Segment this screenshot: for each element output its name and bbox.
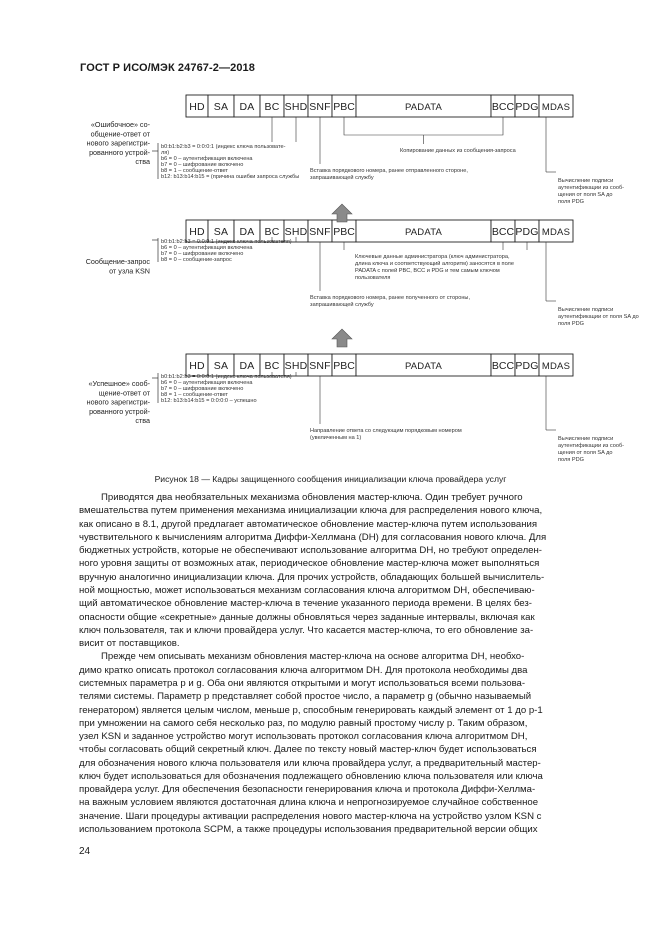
mdas-note-line: Вычисление подписи	[558, 178, 614, 184]
text-line: Приводятся два необязательных механизма обновления мастер-ключа. Один требует ручного	[101, 492, 523, 503]
text-line: для обозначения нового ключа пользователя или ключа провайдера услуг, а предварительный мастер-	[79, 757, 541, 769]
frame-field-label: HD	[189, 226, 205, 238]
text-line: телями системы. Параметр p представляет собой простое число, а параметр g (обычно называемый	[79, 691, 532, 703]
mdas-note-line: Вычисление подписи	[558, 436, 614, 442]
frame-field-label: BC	[264, 360, 280, 372]
bit-definition: b7 = 0 – шифрование включено	[161, 251, 244, 257]
frame-field-label: SNF	[309, 360, 331, 372]
text-line: ной мощностью, может использоваться механизм согласования ключа алгоритмом DH, обеспечиваю-	[79, 584, 535, 596]
frame-field-label: PADATA	[404, 227, 443, 238]
frame-field-label: BCC	[491, 360, 515, 372]
frame-field-label: BC	[264, 226, 280, 238]
side-label-line: нового зарегистри-	[86, 397, 150, 407]
text-line: чувствительного к вычислениям алгоритма Диффи-Хеллмана (DH) для согласования нового ключа. Для	[79, 531, 547, 543]
paragraph-1	[79, 491, 613, 650]
document-header: ГОСТ Р ИСО/МЭК 24767-2—2018	[80, 62, 255, 74]
padata-note-line: Копирование данных из сообщения-запроса	[400, 148, 516, 154]
side-label-line: нового зарегистри-	[86, 138, 150, 148]
bit-definition: b8 = 0 – сообщение-запрос	[161, 257, 232, 263]
text-line: висит от поставщиков.	[79, 638, 180, 650]
side-label-line: от узла KSN	[109, 266, 150, 276]
padata-note-line: пользователя	[355, 275, 391, 281]
frame-field-label: SNF	[309, 101, 331, 113]
mdas-note-line: аутентификации из сооб-	[558, 185, 625, 191]
frame-field-label: SA	[213, 360, 229, 372]
frame-field-label: MDAS	[541, 227, 571, 238]
up-arrow-icon	[332, 329, 352, 347]
frame-field-label: DA	[239, 360, 255, 372]
mdas-note-line: поля PDG	[558, 457, 584, 463]
snf-note-line: Вставка порядкового номера, ранее полученного от стороны,	[310, 295, 470, 301]
snf-note-line: Вставка порядкового номера, ранее отправленного стороне,	[310, 168, 468, 174]
frame-field-label: PDG	[515, 101, 539, 113]
bit-definition: b8 = 1 – сообщение-ответ	[161, 392, 228, 398]
frame-field-label: SHD	[284, 101, 308, 113]
padata-note-line: PADATA с полей PBC, BCC и PDG и тем самым ключом	[355, 268, 500, 274]
body-text	[79, 491, 613, 836]
text-line: использованием протокола SCPM, а также процедуры использования предварительной версии общих	[79, 824, 538, 836]
bit-definition: b6 = 0 – аутентификация включена	[161, 245, 253, 251]
bit-definition: b6 = 0 – аутентификация включена	[161, 380, 253, 386]
text-line: димо кратко описать протокол согласования ключа алгоритмом DH. Для протокола необходимы два	[79, 664, 528, 676]
frame-field-label: BCC	[491, 226, 515, 238]
text-line: опасности общие «секретные» данные должны обновляться через заданные интервалы, включая как	[79, 611, 535, 623]
frame-field-label: SNF	[309, 226, 331, 238]
mdas-note-line: щения от поля SA до	[558, 450, 613, 456]
side-label-line: щение-ответ от	[98, 388, 150, 398]
side-label-line: рованного устрой-	[89, 406, 150, 416]
figure-caption: Рисунок 18 — Кадры защищенного сообщения инициализации ключа провайдера услуг	[154, 474, 507, 484]
frame-field-label: DA	[239, 226, 255, 238]
frame-field-label: PBC	[333, 226, 355, 238]
bit-definition: b7 = 0 – шифрование включено	[161, 386, 244, 392]
text-line: ного уровня защиты от возможных атак, периодическое обновление мастер-ключа может выполняться	[79, 558, 540, 570]
mdas-note-line: Вычисление подписи	[558, 307, 614, 313]
text-line: Прежде чем описывать механизм обновления мастер-ключа на основе алгоритма DH, необхо-	[101, 651, 525, 663]
bit-definition: b12: b13:b14:b15 = (причина ошибки запроса службы	[161, 174, 300, 180]
mdas-note-line: аутентификации от поля SA до	[558, 314, 639, 320]
frame-field-label: MDAS	[541, 102, 571, 113]
page-number: 24	[79, 846, 91, 857]
mdas-note-line: поля PDG	[558, 321, 584, 327]
side-label-line: общение-ответ от	[90, 129, 150, 139]
bit-definition: b7 = 0 – шифрование включено	[161, 162, 244, 168]
frame-field-label: SA	[213, 226, 229, 238]
text-line: как описано в 8.1, другой предлагает автоматическое обновление мастер-ключа путем использования	[79, 518, 538, 530]
frame-field-label: PBC	[333, 360, 355, 372]
padata-bracket	[344, 117, 503, 135]
bit-definition: b8 = 1 – сообщение-ответ	[161, 168, 228, 174]
text-line: вручную аналогично инициализации ключа. Для прочих устройств, обладающих большей вычислитель-	[79, 571, 545, 583]
frame-field-label: BCC	[491, 101, 515, 113]
bit-definition: b0:b1:b2:b3 = 0:0:0:1 (индекс ключа пользователя)	[161, 239, 292, 245]
bit-definition: ля)	[161, 150, 170, 156]
frame-field-label: PDG	[515, 360, 539, 372]
text-line: узел KSN и заданное устройство могут использовать протокол согласования ключа алгоритмом DH,	[79, 731, 528, 743]
snf-note-line: запрашивающей службу	[310, 175, 374, 181]
side-label-line: рованного устрой-	[89, 147, 150, 157]
frame-field-label: PBC	[333, 101, 355, 113]
bit-definition: b6 = 0 – аутентификация включена	[161, 156, 253, 162]
frame-field-label: SA	[213, 101, 229, 113]
side-label-line: «Ошибочное» со-	[90, 120, 150, 129]
frame-field-label: BC	[264, 101, 280, 113]
paragraph-2	[79, 650, 613, 836]
side-label-line: ства	[135, 416, 150, 426]
bit-definition: b0:b1:b2:b3 = 0:0:0:1 (индекс ключа пользователя)	[161, 374, 292, 380]
text-line: ключ будет использоваться для обозначения подлежащего обновлению ключа пользователя или ключа	[79, 770, 543, 782]
padata-note-line: Ключевые данные администратора (ключ администратора,	[355, 254, 510, 260]
snf-note-line: (увеличенным на 1)	[310, 435, 362, 441]
text-line: ключ пользователя, так и ключи провайдера услуг. Что касается мастер-ключа, то его обновление за-	[79, 624, 534, 636]
frame-field-label: SHD	[284, 360, 308, 372]
text-line: вмешательства путем применения механизма инициализации ключа для распределения нового ключа,	[79, 505, 543, 517]
snf-note-line: Направление ответа со следующим порядковым номером	[310, 428, 462, 434]
up-arrow-icon	[332, 204, 352, 222]
frame-field-label: PADATA	[404, 102, 443, 113]
text-line: значение. Шаги процедуры активации распределения нового мастер-ключа на устройство узлом KSN с	[79, 810, 542, 822]
text-line: чтобы согласовать общий секретный ключ. Далее по тексту новый мастер-ключ будет использоваться	[79, 744, 537, 756]
text-line: при умножении на самого себя несколько раз, по модулю равный простому числу p. Таким образом,	[79, 717, 528, 729]
frame-field-label: PDG	[515, 226, 539, 238]
mdas-note-line: аутентификации из сооб-	[558, 443, 625, 449]
mdas-note-line: щения от поля SA до	[558, 192, 613, 198]
text-line: генератором) является целым числом, меньше p, способным генерировать каждый элемент от 1 до p-1	[79, 704, 543, 716]
padata-note-line: длина ключа и соответствующий алгоритм) заносятся в поле	[355, 261, 514, 267]
bit-definition: b0:b1:b2:b3 = 0:0:0:1 (индекс ключа пользовате-	[161, 144, 286, 150]
frame-field-label: PADATA	[404, 361, 443, 372]
side-label-line: Сообщение-запрос	[85, 257, 150, 266]
text-line: бюджетных устройств, которые не обеспечивают использование алгоритма DH, но требуют определен-	[79, 545, 542, 557]
side-label-line: «Успешное» сооб-	[88, 379, 150, 388]
snf-note-line: запрашивающей службу	[310, 302, 374, 308]
frame-field-label: HD	[189, 360, 205, 372]
text-line: на важным условием являются достаточная длина ключа и непрогнозируемое случайное собственное	[79, 797, 539, 809]
frame-field-label: DA	[239, 101, 255, 113]
frame-field-label: MDAS	[541, 361, 571, 372]
side-label-line: ства	[135, 157, 150, 167]
bit-definition: b12: b13:b14:b15 = 0:0:0:0 – успешно	[161, 398, 257, 404]
text-line: провайдера услуг. Для обеспечения безопасности генерирования ключа и протокола Диффи-Хеллма-	[79, 784, 536, 796]
frame-field-label: HD	[189, 101, 205, 113]
text-line: системных параметра p и g. Оба они являются открытыми и могут использоваться всеми пользова-	[79, 677, 526, 689]
text-line: щий автоматическое обновление мастер-ключа в течение указанного периода времени. В целях без-	[79, 598, 532, 610]
frame-field-label: SHD	[284, 226, 308, 238]
mdas-note-line: поля PDG	[558, 199, 584, 205]
